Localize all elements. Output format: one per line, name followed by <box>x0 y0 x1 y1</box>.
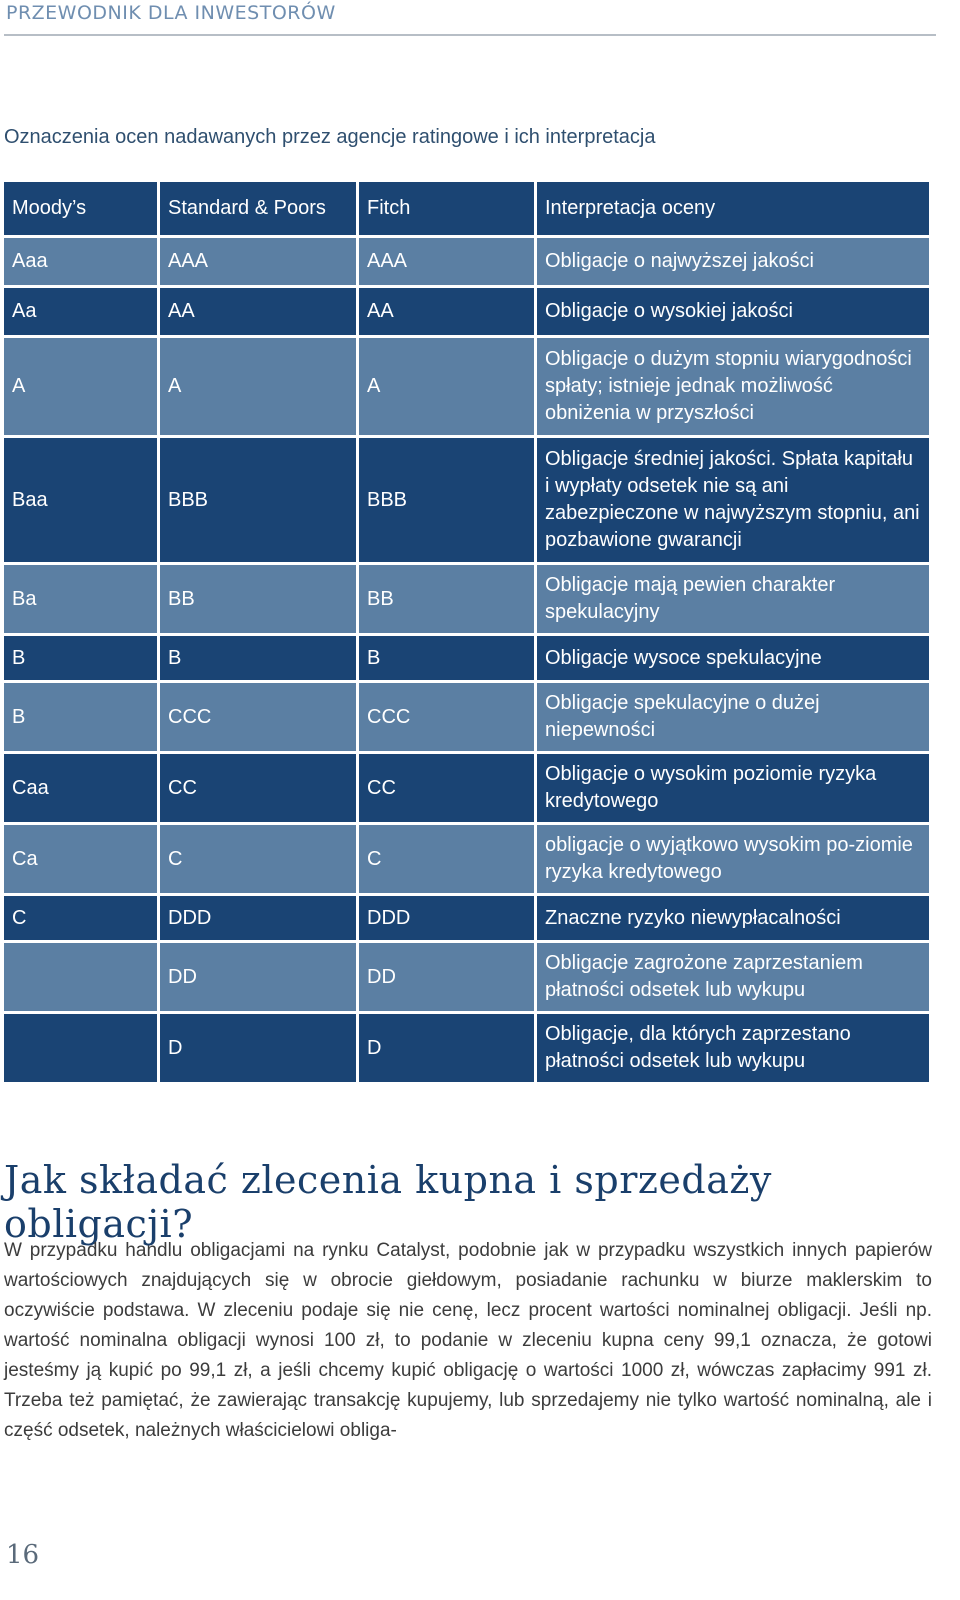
header-sp: Standard & Poors <box>160 182 356 235</box>
header-title: PRZEWODNIK DLA INWESTORÓW <box>6 2 336 24</box>
cell-fitch: AA <box>359 288 534 335</box>
cell-interpretation: Obligacje średniej jakości. Spłata kapitału i wypłaty odsetek nie są ani zabezpieczone w najwyższym stopniu, ani pozbawione gwarancji <box>537 438 929 562</box>
cell-interpretation: Obligacje o wysokiej jakości <box>537 288 929 335</box>
cell-moodys: Ba <box>4 565 157 633</box>
cell-fitch: C <box>359 825 534 893</box>
cell-fitch: AAA <box>359 238 534 285</box>
cell-fitch: A <box>359 338 534 435</box>
cell-moodys: Aaa <box>4 238 157 285</box>
cell-fitch: B <box>359 636 534 680</box>
cell-interpretation: Obligacje zagrożone zaprzestaniem płatności odsetek lub wykupu <box>537 943 929 1011</box>
cell-sp: D <box>160 1014 356 1082</box>
cell-interpretation: Obligacje wysoce spekulacyjne <box>537 636 929 680</box>
section-title: Jak składać zlecenia kupna i sprzedaży obligacji? <box>4 1158 772 1246</box>
page-number: 16 <box>6 1540 40 1570</box>
cell-sp: DDD <box>160 896 356 940</box>
cell-interpretation: Obligacje spekulacyjne o dużej niepewności <box>537 683 929 751</box>
cell-sp: CCC <box>160 683 356 751</box>
header-interpretation: Interpretacja oceny <box>537 182 929 235</box>
cell-sp: BB <box>160 565 356 633</box>
cell-interpretation: Obligacje mają pewien charakter spekulacyjny <box>537 565 929 633</box>
cell-sp: BBB <box>160 438 356 562</box>
cell-fitch: CCC <box>359 683 534 751</box>
cell-moodys: Baa <box>4 438 157 562</box>
cell-interpretation: Obligacje o wysokim poziomie ryzyka kredytowego <box>537 754 929 822</box>
cell-moodys: Ca <box>4 825 157 893</box>
cell-interpretation: Znaczne ryzyko niewypłacalności <box>537 896 929 940</box>
cell-moodys: B <box>4 636 157 680</box>
cell-interpretation: Obligacje o najwyższej jakości <box>537 238 929 285</box>
cell-interpretation: Obligacje o dużym stopniu wiarygodności spłaty; istnieje jednak możliwość obniżenia w przyszłości <box>537 338 929 435</box>
cell-sp: DD <box>160 943 356 1011</box>
header-fitch: Fitch <box>359 182 534 235</box>
header-moodys: Moody’s <box>4 182 157 235</box>
cell-fitch: D <box>359 1014 534 1082</box>
cell-fitch: DDD <box>359 896 534 940</box>
cell-sp: AA <box>160 288 356 335</box>
cell-interpretation: Obligacje, dla których zaprzestano płatności odsetek lub wykupu <box>537 1014 929 1082</box>
cell-moodys: Caa <box>4 754 157 822</box>
cell-fitch: BB <box>359 565 534 633</box>
cell-moodys <box>4 1014 157 1082</box>
cell-fitch: DD <box>359 943 534 1011</box>
cell-sp: C <box>160 825 356 893</box>
cell-moodys: C <box>4 896 157 940</box>
rating-table <box>4 182 929 1082</box>
cell-interpretation: obligacje o wyjątkowo wysokim po-ziomie ryzyka kredytowego <box>537 825 929 893</box>
cell-sp: A <box>160 338 356 435</box>
cell-sp: CC <box>160 754 356 822</box>
table-caption: Oznaczenia ocen nadawanych przez agencje ratingowe i ich interpretacja <box>4 126 656 148</box>
cell-fitch: BBB <box>359 438 534 562</box>
cell-fitch: CC <box>359 754 534 822</box>
page-header <box>4 0 936 36</box>
cell-sp: B <box>160 636 356 680</box>
cell-moodys: B <box>4 683 157 751</box>
body-paragraph: W przypadku handlu obligacjami na rynku Catalyst, podobnie jak w przypadku wszystkich innych papierów wartościowych znajdujących się w obrocie giełdowym, posiadanie rachunku w biurze maklerskim to oczywiście podstawa. W zleceniu podaje się nie cenę, lecz procent wartości nominalnej obligacji. Jeśli np. wartość nominalna obligacji wynosi 100 zł, to podanie w zleceniu kupna ceny 99,1 oznacza, że gotowi jesteśmy ją kupić po 99,1 zł, a jeśli chcemy kupić obligację o wartości 1000 zł, wówczas zapłacimy 991 zł. Trzeba też pamiętać, że zawierając transakcję kupujemy, lub sprzedajemy nie tylko wartość nominalną, ale i część odsetek, należnych właścicielowi obliga- <box>4 1240 932 1441</box>
cell-sp: AAA <box>160 238 356 285</box>
cell-moodys: Aa <box>4 288 157 335</box>
cell-moodys: A <box>4 338 157 435</box>
cell-moodys <box>4 943 157 1011</box>
